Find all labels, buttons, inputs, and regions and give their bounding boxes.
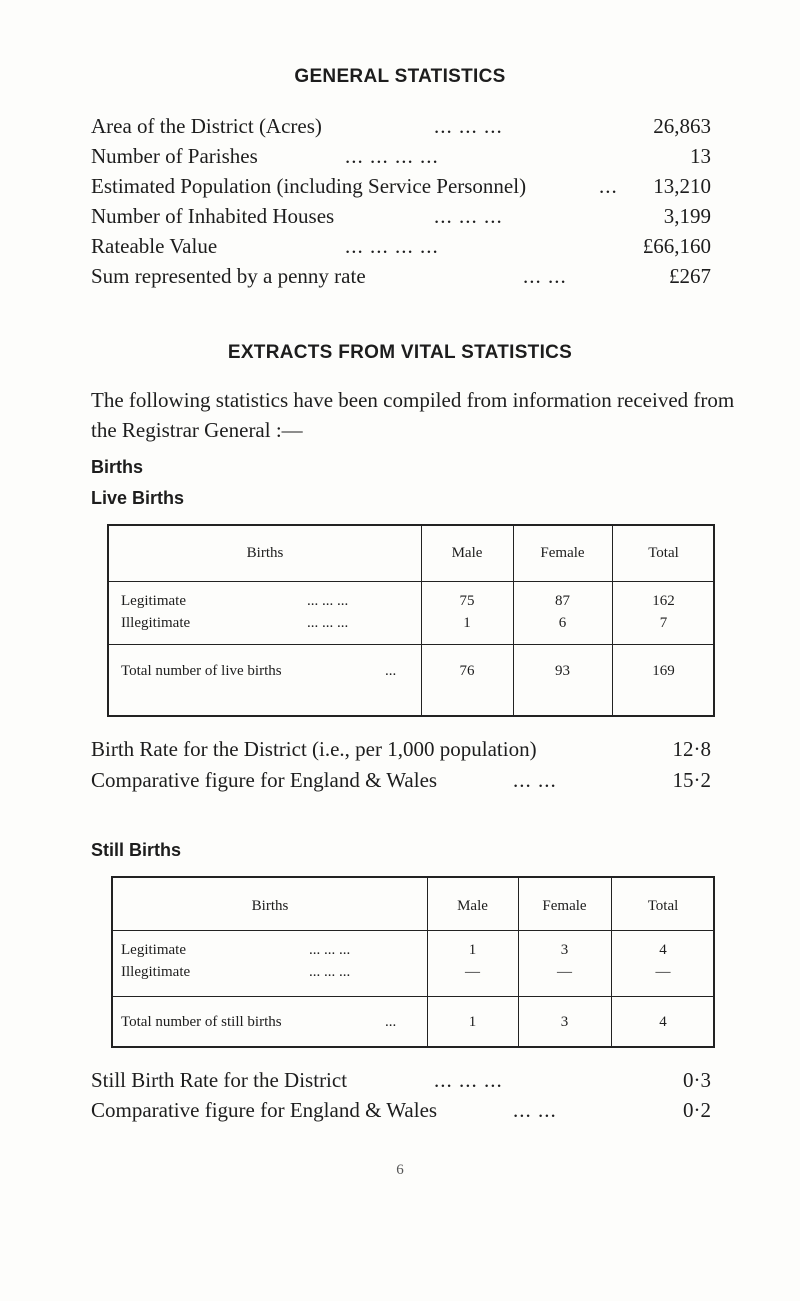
leader-dots: ... ... bbox=[513, 768, 557, 792]
header-female: Female bbox=[542, 898, 587, 914]
cell-female: — bbox=[557, 964, 572, 980]
cell-male: 75 bbox=[459, 593, 475, 609]
stat-value: 15·2 bbox=[672, 768, 711, 792]
leader-dots: ... bbox=[599, 174, 618, 198]
cell-male: 76 bbox=[459, 663, 475, 679]
row-label-total: Total number of still births bbox=[121, 1014, 282, 1030]
leader-dots: ... ... ... bbox=[434, 204, 503, 228]
cell-female: 93 bbox=[555, 663, 570, 679]
row-label-legitimate: Legitimate bbox=[121, 942, 186, 958]
header-female: Female bbox=[540, 545, 585, 561]
stat-label: Estimated Population (including Service Personnel) bbox=[91, 174, 527, 198]
leader-dots: ... ... ... bbox=[434, 114, 503, 138]
cell-male: 1 bbox=[468, 942, 477, 958]
header-male: Male bbox=[451, 545, 483, 561]
row-divider bbox=[109, 581, 713, 582]
stat-value: 12·8 bbox=[672, 737, 711, 761]
intro-paragraph: The following statistics have been compiled from information received from the Registrar General :— bbox=[91, 388, 735, 442]
leader-dots: ... bbox=[385, 663, 397, 679]
leader-dots: ... bbox=[385, 1014, 397, 1030]
stat-value: £66,160 bbox=[642, 234, 711, 258]
cell-total: — bbox=[655, 964, 671, 980]
leader-dots: ... ... ... ... bbox=[345, 234, 439, 258]
stat-row-penny-rate bbox=[91, 262, 711, 290]
birth-rate-row bbox=[91, 735, 711, 763]
cell-female: 87 bbox=[555, 593, 570, 609]
leader-dots: ... ... ... bbox=[309, 964, 351, 980]
row-label-illegitimate: Illegitimate bbox=[121, 964, 191, 980]
stat-label: Number of Parishes bbox=[91, 144, 258, 168]
cell-total: 7 bbox=[659, 615, 668, 631]
live-births-table bbox=[107, 524, 715, 717]
leader-dots: ... ... bbox=[523, 264, 567, 288]
header-total: Total bbox=[647, 898, 679, 914]
cell-female: 3 bbox=[560, 942, 569, 958]
leader-dots: ... ... bbox=[513, 1098, 557, 1122]
live-births-heading: Live Births bbox=[91, 488, 185, 508]
cell-male: — bbox=[465, 964, 480, 980]
cell-female: 3 bbox=[560, 1014, 569, 1030]
row-divider bbox=[113, 996, 713, 997]
cell-total: 162 bbox=[652, 593, 675, 609]
general-statistics-heading: GENERAL STATISTICS bbox=[294, 66, 506, 87]
stat-label: Area of the District (Acres) bbox=[91, 114, 322, 138]
stat-label: Comparative figure for England & Wales bbox=[91, 1098, 438, 1122]
row-label-legitimate: Legitimate bbox=[121, 593, 186, 609]
stat-row-population bbox=[91, 172, 711, 200]
stat-row-rateable-value bbox=[91, 232, 711, 260]
still-birth-rate-row bbox=[91, 1066, 711, 1094]
leader-dots: ... ... ... bbox=[307, 615, 349, 631]
cell-female: 6 bbox=[558, 615, 567, 631]
cell-total: 4 bbox=[659, 942, 667, 958]
cell-male: 1 bbox=[468, 1014, 477, 1030]
stat-value: 13 bbox=[690, 144, 711, 168]
still-births-heading: Still Births bbox=[91, 840, 182, 860]
births-heading: Births bbox=[91, 457, 144, 477]
row-divider bbox=[113, 930, 713, 931]
stat-row-houses bbox=[91, 202, 711, 230]
stat-value: 26,863 bbox=[653, 114, 711, 138]
row-label-total: Total number of live births bbox=[121, 663, 282, 679]
leader-dots: ... ... ... bbox=[434, 1068, 503, 1092]
still-birth-comparative-row bbox=[91, 1096, 711, 1124]
cell-male: 1 bbox=[463, 615, 471, 631]
header-births: Births bbox=[246, 545, 284, 561]
cell-total: 169 bbox=[652, 663, 675, 679]
header-total: Total bbox=[648, 545, 679, 561]
header-male: Male bbox=[457, 898, 488, 914]
stat-label: Comparative figure for England & Wales bbox=[91, 768, 438, 792]
stat-label: Sum represented by a penny rate bbox=[91, 264, 366, 288]
stat-value: 0·3 bbox=[683, 1068, 711, 1092]
birth-rate-comparative-row bbox=[91, 766, 711, 794]
stat-row-parishes bbox=[91, 142, 711, 170]
stat-row-area bbox=[91, 112, 711, 140]
stat-label: Still Birth Rate for the District bbox=[91, 1068, 348, 1092]
stat-label: Rateable Value bbox=[91, 234, 218, 258]
leader-dots: ... ... ... bbox=[309, 942, 351, 958]
cell-total: 4 bbox=[659, 1014, 667, 1030]
page-number: 6 bbox=[396, 1162, 404, 1178]
stat-label: Number of Inhabited Houses bbox=[91, 204, 335, 228]
vital-statistics-heading: EXTRACTS FROM VITAL STATISTICS bbox=[227, 342, 573, 363]
stat-value: 0·2 bbox=[683, 1098, 711, 1122]
leader-dots: ... ... ... bbox=[307, 593, 349, 609]
still-births-table bbox=[111, 876, 715, 1048]
stat-label: Birth Rate for the District (i.e., per 1,000 population) bbox=[91, 737, 537, 761]
stat-value: 3,199 bbox=[663, 204, 711, 228]
row-divider bbox=[109, 644, 713, 645]
leader-dots: ... ... ... ... bbox=[345, 144, 439, 168]
row-label-illegitimate: Illegitimate bbox=[121, 615, 191, 631]
stat-value: £267 bbox=[669, 264, 711, 288]
header-births: Births bbox=[251, 898, 289, 914]
stat-value: 13,210 bbox=[653, 174, 711, 198]
